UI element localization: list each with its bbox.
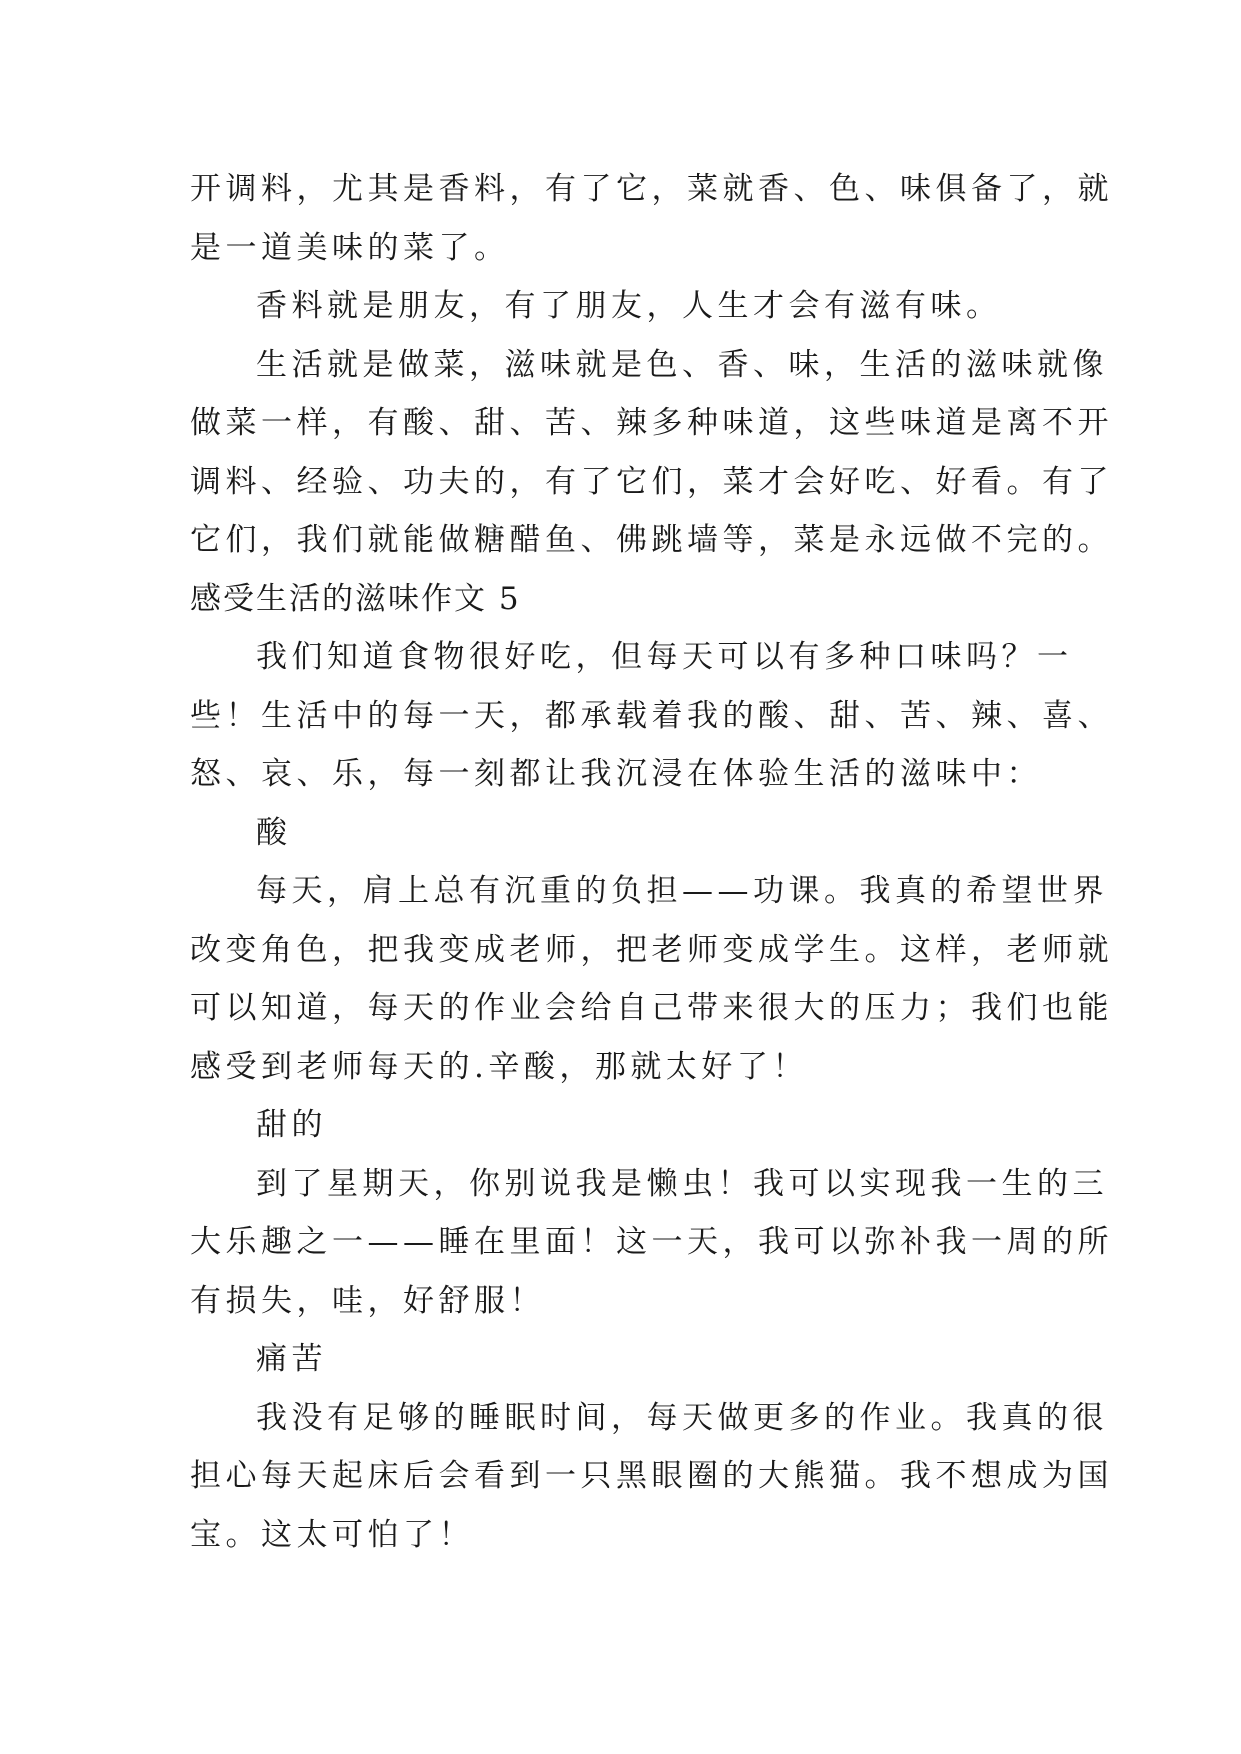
text-line: 宝。这太可怕了！ xyxy=(190,1516,474,1553)
text-line: 有损失，哇，好舒服！ xyxy=(190,1282,545,1319)
text-line: 开调料，尤其是香料，有了它，菜就香、色、味俱备了，就 xyxy=(190,171,1113,207)
text-line: 可以知道，每天的作业会给自己带来很大的压力；我们也能 xyxy=(190,990,1113,1026)
text-line: 怒、哀、乐，每一刻都让我沉浸在体验生活的滋味中： xyxy=(190,756,1042,792)
text-line: 我们知道食物很好吃，但每天可以有多种口味吗？一 xyxy=(256,639,1073,675)
text-line: 感受到老师每天的.辛酸，那就太好了！ xyxy=(190,1048,808,1085)
text-line: 大乐趣之一——睡在里面！这一天，我可以弥补我一周的所 xyxy=(190,1224,1113,1260)
text-line: 每天，肩上总有沉重的负担——功课。我真的希望世界 xyxy=(256,873,1108,909)
text-line: 生活就是做菜，滋味就是色、香、味，生活的滋味就像 xyxy=(256,346,1108,383)
text-line: 甜的 xyxy=(256,1107,327,1143)
text-line: 它们，我们就能做糖醋鱼、佛跳墙等，菜是永远做不完的。 xyxy=(190,522,1113,558)
text-line: 改变角色，把我变成老师，把老师变成学生。这样，老师就 xyxy=(190,931,1113,968)
text-line: 担心每天起床后会看到一只黑眼圈的大熊猫。我不想成为国 xyxy=(190,1458,1113,1494)
document-page xyxy=(190,160,1113,1564)
text-line: 是一道美味的菜了。 xyxy=(190,229,510,266)
text-line: 些！生活中的每一天，都承载着我的酸、甜、苦、辣、喜、 xyxy=(190,697,1113,734)
text-line: 到了星期天，你别说我是懒虫！我可以实现我一生的三 xyxy=(256,1165,1108,1202)
text-line: 做菜一样，有酸、甜、苦、辣多种味道，这些味道是离不开 xyxy=(190,405,1113,441)
text-line: 我没有足够的睡眠时间，每天做更多的作业。我真的很 xyxy=(256,1399,1108,1436)
text-line: 痛苦 xyxy=(256,1341,327,1377)
section-heading: 感受生活的滋味作文 5 xyxy=(190,580,521,617)
text-line: 香料就是朋友，有了朋友，人生才会有滋有味。 xyxy=(256,288,1002,324)
text-line: 调料、经验、功夫的，有了它们，菜才会好吃、好看。有了 xyxy=(190,463,1113,500)
text-line: 酸 xyxy=(256,814,292,851)
